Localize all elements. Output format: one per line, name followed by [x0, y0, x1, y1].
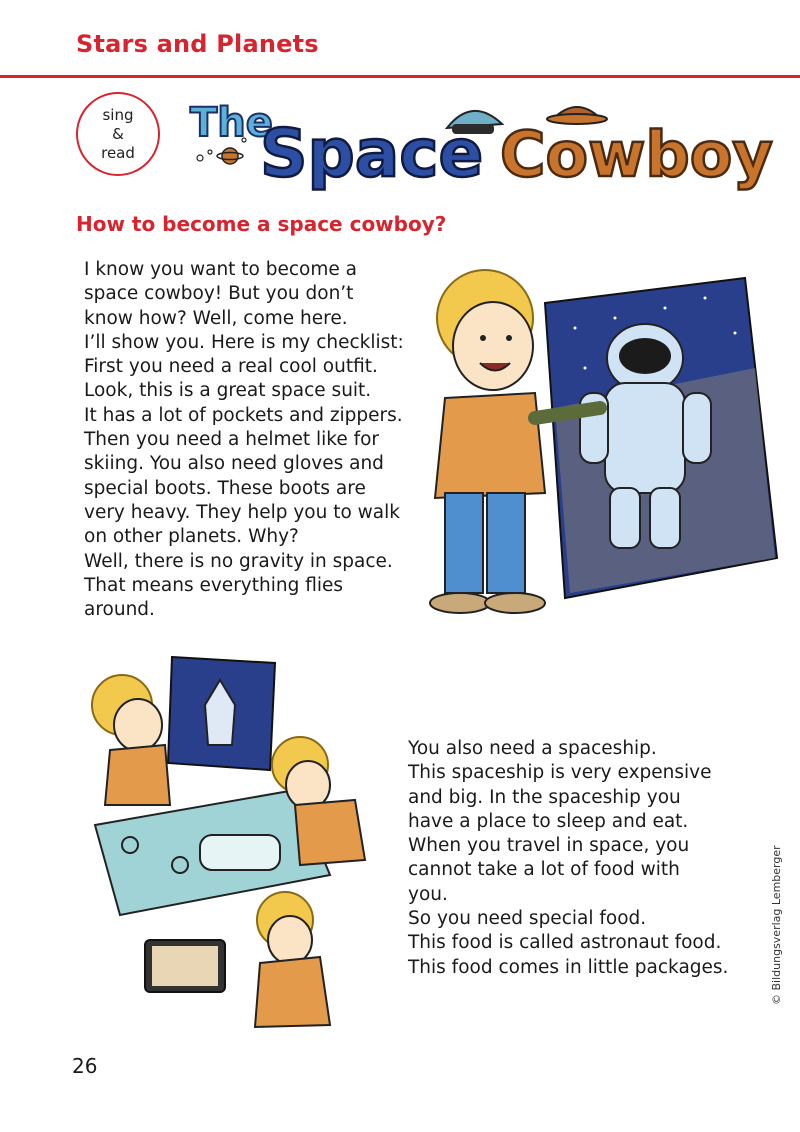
text-line: on other planets. Why?	[84, 526, 299, 548]
badge-line-sing: sing	[102, 105, 134, 124]
page-number: 26	[72, 1054, 98, 1078]
text-line: This food comes in little packages.	[408, 956, 729, 978]
text-line: You also need a spaceship.	[408, 738, 657, 759]
tablet-with-food-packages	[145, 940, 225, 992]
logo-word-cowboy: Cowboy	[500, 118, 773, 191]
text-line: space cowboy! But you don’t	[84, 283, 354, 305]
text-line: Then you need a helmet like for	[84, 429, 380, 451]
text-line: know how? Well, come here.	[84, 307, 348, 329]
space-cowboy-logo	[182, 88, 773, 192]
kids-spaceship-illustration	[80, 645, 400, 1030]
text-line: First you need a real cool outfit.	[84, 356, 378, 378]
text-line: It has a lot of pockets and zippers.	[84, 404, 403, 426]
logo-word-space: Space	[260, 115, 484, 192]
text-line: you.	[408, 883, 448, 905]
header-divider	[0, 75, 800, 78]
text-line: special boots. These boots are	[84, 477, 366, 499]
text-line: That means everything flies	[84, 574, 344, 596]
kid-figure-bottom	[255, 892, 330, 1027]
text-line: and big. In the spaceship you	[408, 786, 681, 808]
text-line: I know you want to become a	[84, 259, 357, 280]
text-line: very heavy. They help you to walk	[84, 501, 400, 523]
text-line: around.	[84, 599, 155, 621]
paragraph-intro	[84, 258, 424, 622]
copyright-notice: © Bildungsverlag Lemberger	[770, 845, 783, 1005]
badge-line-read: read	[101, 143, 135, 162]
sing-read-badge	[76, 92, 160, 176]
text-line: cannot take a lot of food with	[408, 859, 680, 881]
text-line: This food is called astronaut food.	[408, 932, 722, 954]
text-line: I’ll show you. Here is my checklist:	[84, 331, 404, 353]
text-line: skiing. You also need gloves and	[84, 453, 384, 475]
text-line: Well, there is no gravity in space.	[84, 550, 393, 572]
boy-with-spacesuit-poster-illustration	[405, 258, 780, 623]
spaceship-poster	[168, 657, 275, 770]
logo-word-the: The	[190, 100, 273, 146]
kid-figure-top	[92, 675, 170, 805]
text-line: When you travel in space, you	[408, 835, 690, 857]
paragraph-spaceship	[408, 737, 753, 980]
text-line: Look, this is a great space suit.	[84, 380, 372, 402]
badge-line-ampersand: &	[112, 124, 124, 143]
section-title: Stars and Planets	[76, 30, 319, 58]
text-line: have a place to sleep and eat.	[408, 810, 689, 832]
subheading: How to become a space cowboy?	[76, 212, 447, 236]
text-line: So you need special food.	[408, 908, 647, 930]
text-line: This spaceship is very expensive	[408, 762, 712, 784]
